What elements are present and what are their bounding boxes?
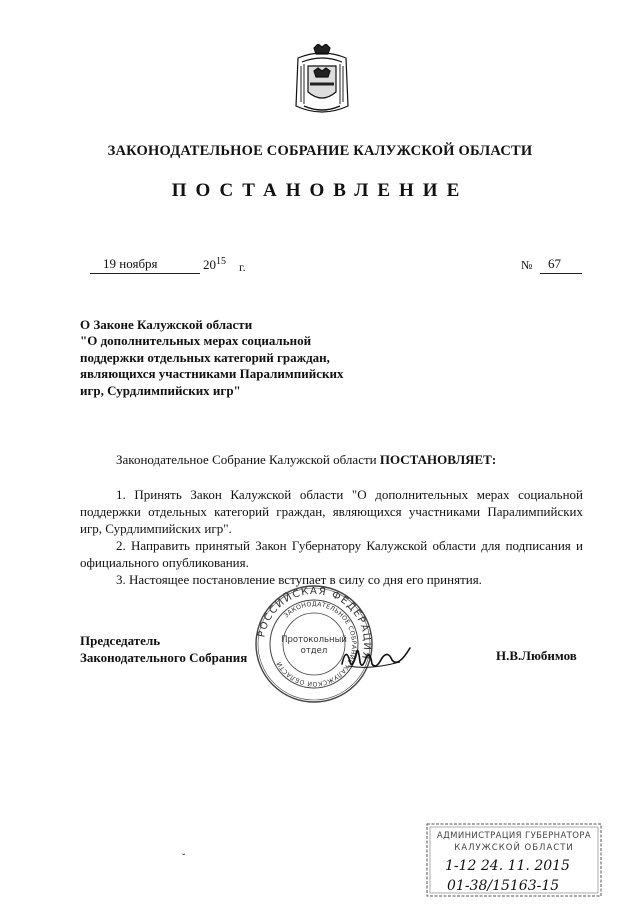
year-unit: г. xyxy=(239,260,246,274)
position-line: Законодательного Собрания xyxy=(80,650,248,665)
signatory-position xyxy=(80,632,247,666)
stamp-number: 01-38/15163-15 xyxy=(447,878,560,894)
preamble-text: Законодательное Собрание Калужской области xyxy=(116,452,380,467)
preamble xyxy=(116,452,496,468)
handwritten-signature xyxy=(340,640,412,676)
coat-of-arms-emblem xyxy=(292,44,352,118)
seal-outer-text: РОССИЙСКАЯ ФЕДЕРАЦИЯ xyxy=(256,585,373,662)
document-date: 19 ноября xyxy=(103,256,158,271)
seal-center-line1: Протокольный xyxy=(281,635,347,645)
date-underline xyxy=(90,273,200,274)
document-number: 67 xyxy=(548,256,561,271)
registration-stamp xyxy=(425,822,603,898)
stamp-date: 1-12 24. 11. 2015 xyxy=(445,858,570,874)
subject-line: игр, Сурдлимпийских игр" xyxy=(80,382,241,398)
signatory-name: Н.В.Любимов xyxy=(496,648,577,663)
subject-line: О Законе Калужской области xyxy=(80,317,253,332)
stamp-line2: КАЛУЖСКОЙ ОБЛАСТИ xyxy=(454,843,574,853)
seal-inner-text: ЗАКОНОДАТЕЛЬНОЕ СОБРАНИЕ КАЛУЖСКОЙ ОБЛАСТИ xyxy=(275,600,358,688)
document-title: ПОСТАНОВЛЕНИЕ xyxy=(171,180,469,201)
organization-title: ЗАКОНОДАТЕЛЬНОЕ СОБРАНИЕ КАЛУЖСКОЙ ОБЛАСТИ xyxy=(107,143,533,159)
year-prefix: 20 xyxy=(203,257,216,272)
seal-center-line2: отдел xyxy=(300,646,328,656)
subject-line: являющихся участниками Паралимпийских xyxy=(80,366,344,382)
number-underline xyxy=(540,273,582,274)
preamble-emphasis: ПОСТАНОВЛЯЕТ: xyxy=(379,452,497,467)
resolution-item: 1. Принять Закон Калужской области "О дополнительных мерах социальной поддержки отдельных категорий граждан, являющихся участниками Паралимпийских игр, Сурдлимпийских игр". xyxy=(80,487,583,536)
resolution-item: 2. Направить принятый Закон Губернатору Калужской области для подписания и официального опубликования. xyxy=(80,538,583,570)
number-label: № xyxy=(521,258,533,272)
subject-line: "О дополнительных мерах социальной xyxy=(80,333,312,349)
document-subject xyxy=(80,317,410,399)
document-year xyxy=(203,256,226,273)
resolution-item: 3. Настоящее постановление вступает в силу со дня его принятия. xyxy=(116,572,482,587)
margin-mark: ˇ xyxy=(182,853,186,864)
subject-line: поддержки отдельных категорий граждан, xyxy=(80,349,330,365)
year-suffix: 15 xyxy=(216,256,226,267)
position-line: Председатель xyxy=(80,633,161,648)
resolution-items xyxy=(80,486,583,588)
stamp-line1: АДМИНИСТРАЦИЯ ГУБЕРНАТОРА xyxy=(436,831,592,841)
